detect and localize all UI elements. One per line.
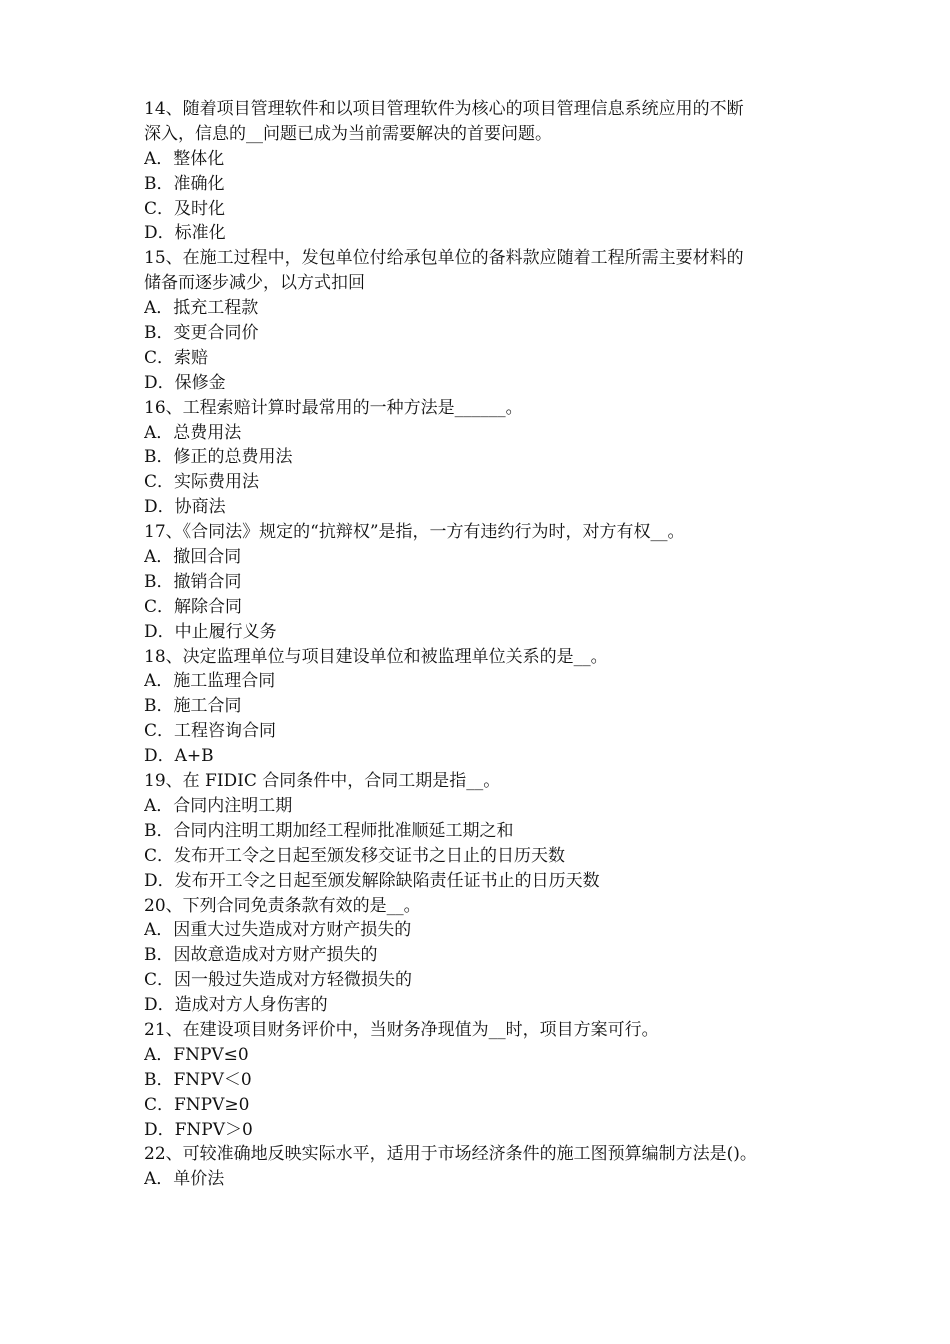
option-a: A．总费用法: [144, 422, 242, 443]
question-text: 22、可较准确地反映实际水平，适用于市场经济条件的施工图预算编制方法是()。: [144, 1144, 757, 1165]
option-b: B．施工合同: [144, 696, 242, 717]
document-page: [144, 97, 812, 1192]
option-b: B．合同内注明工期加经工程师批准顺延工期之和: [144, 820, 514, 841]
option-a: A．撤回合同: [144, 547, 242, 568]
option-b: B．撤销合同: [144, 571, 242, 592]
question-20: [144, 894, 812, 1018]
question-text: 18、决定监理单位与项目建设单位和被监理单位关系的是__。: [144, 646, 608, 667]
option-c: C．解除合同: [144, 596, 243, 617]
question-text: 17、《合同法》规定的“抗辩权”是指，一方有违约行为时，对方有权__。: [144, 522, 685, 543]
option-a: A．FNPV≤0: [144, 1044, 249, 1065]
question-text: 16、工程索赔计算时最常用的一种方法是______。: [144, 397, 523, 418]
question-14: [144, 97, 812, 246]
question-17: [144, 520, 812, 644]
option-d: D．协商法: [144, 497, 226, 518]
option-d: D．FNPV＞0: [144, 1119, 253, 1140]
question-text: 14、随着项目管理软件和以项目管理软件为核心的项目管理信息系统应用的不断: [144, 99, 744, 119]
question-text: 深入，信息的__问题已成为当前需要解决的首要问题。: [144, 123, 552, 144]
option-b: B．FNPV＜0: [144, 1069, 252, 1090]
question-text: 20、下列合同免责条款有效的是__。: [144, 895, 421, 916]
option-c: C．因一般过失造成对方轻微损失的: [144, 970, 413, 991]
option-d: D．中止履行义务: [144, 621, 277, 642]
question-15: [144, 246, 812, 395]
option-d: D．A+B: [144, 746, 214, 767]
option-a: A．合同内注明工期: [144, 795, 293, 816]
question-18: [144, 645, 812, 769]
question-text: 15、在施工过程中，发包单位付给承包单位的备料款应随着工程所需主要材料的: [144, 248, 744, 269]
option-c: C．发布开工令之日起至颁发移交证书之日止的日历天数: [144, 845, 566, 866]
question-text: 19、在 FIDIC 合同条件中，合同工期是指__。: [144, 771, 501, 792]
option-c: C．及时化: [144, 198, 226, 219]
question-text: 21、在建设项目财务评价中，当财务净现值为__时，项目方案可行。: [144, 1019, 659, 1040]
option-d: D．标准化: [144, 223, 226, 244]
question-16: [144, 396, 812, 520]
option-c: C．FNPV≥0: [144, 1094, 250, 1115]
option-b: B．准确化: [144, 173, 225, 194]
option-c: C．工程咨询合同: [144, 721, 277, 742]
option-b: B．变更合同价: [144, 323, 259, 344]
option-a: A．抵充工程款: [144, 298, 259, 319]
option-a: A．施工监理合同: [144, 671, 276, 692]
option-d: D．发布开工令之日起至颁发解除缺陷责任证书止的日历天数: [144, 870, 600, 891]
question-19: [144, 769, 812, 893]
option-a: A．整体化: [144, 148, 225, 169]
option-a: A．因重大过失造成对方财产损失的: [144, 920, 412, 941]
option-b: B．修正的总费用法: [144, 447, 293, 468]
option-c: C．实际费用法: [144, 472, 260, 493]
option-d: D．保修金: [144, 372, 226, 393]
option-c: C．索赔: [144, 347, 209, 368]
option-a: A．单价法: [144, 1169, 225, 1190]
option-b: B．因故意造成对方财产损失的: [144, 945, 378, 966]
question-22: [144, 1142, 812, 1192]
question-text: 储备而逐步减少，以方式扣回: [144, 273, 365, 294]
question-21: [144, 1018, 812, 1142]
option-d: D．造成对方人身伤害的: [144, 995, 328, 1016]
